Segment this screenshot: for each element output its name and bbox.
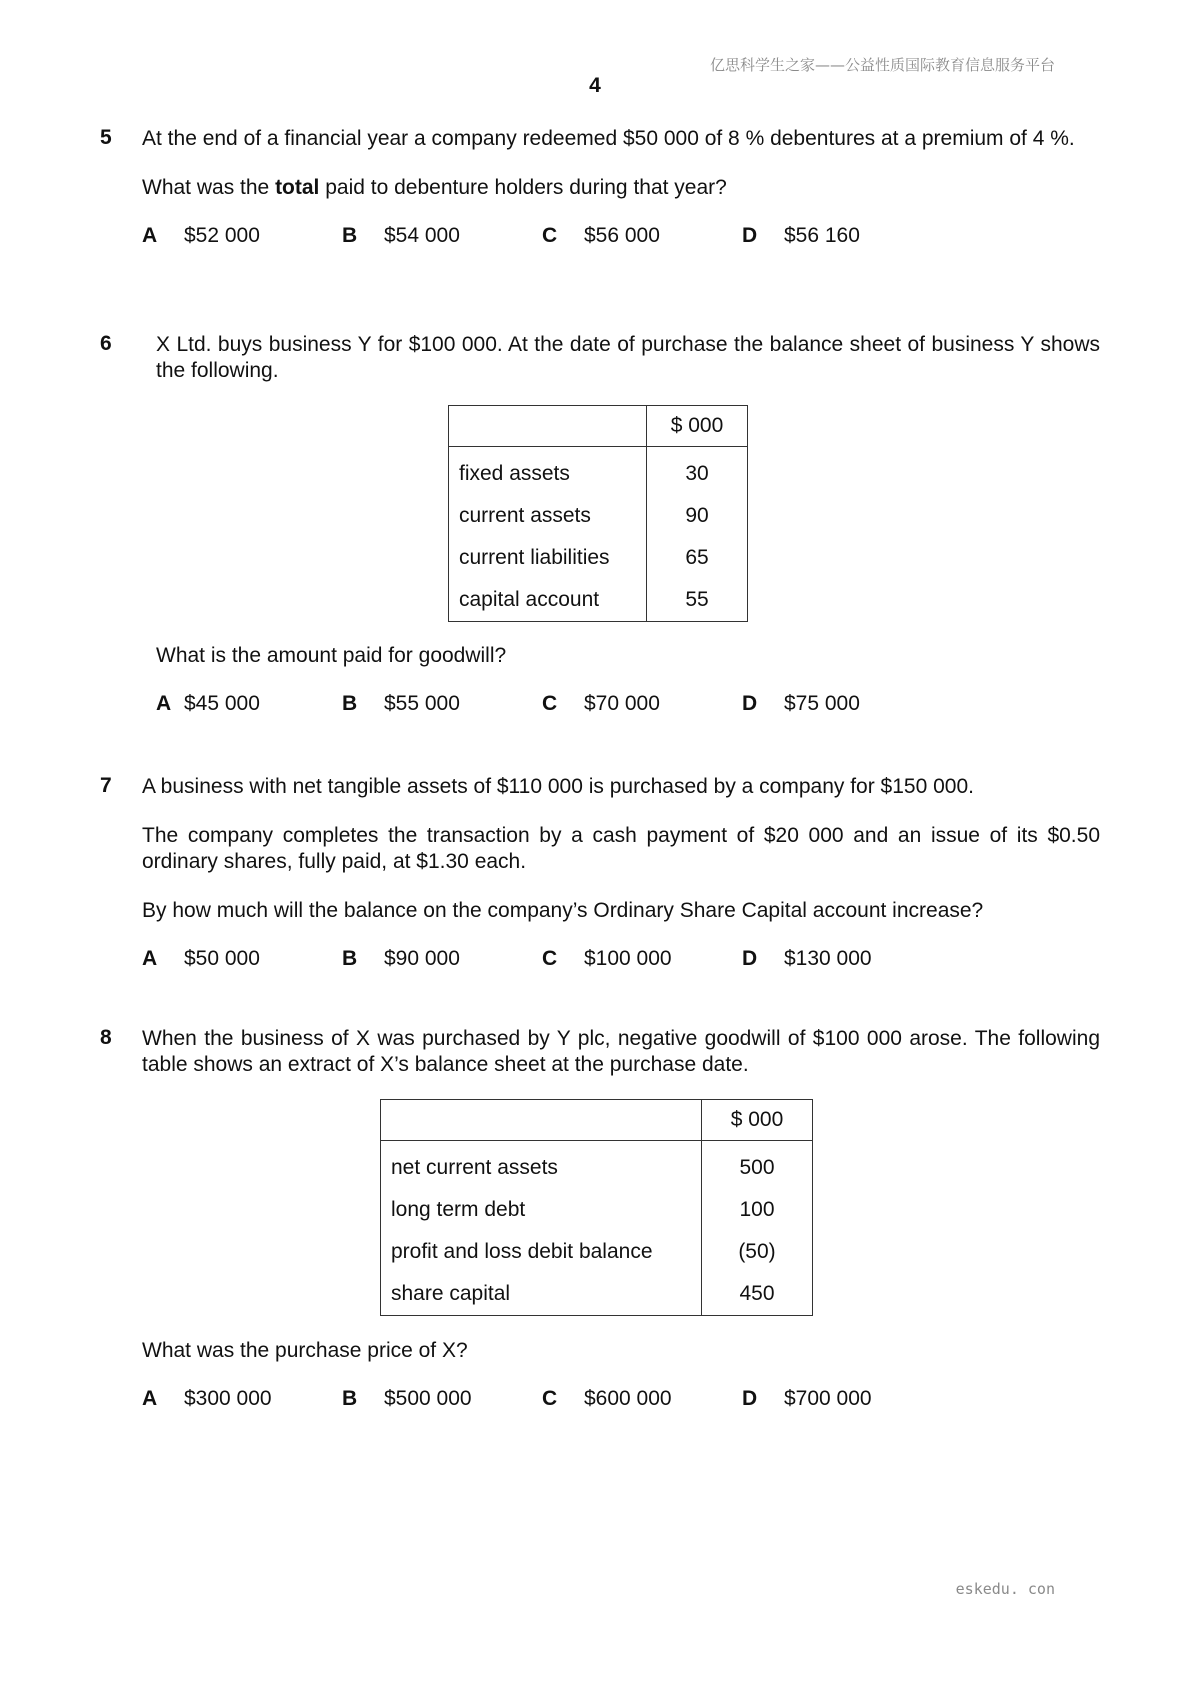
- option-text: $45 000: [184, 692, 260, 715]
- option-letter: C: [542, 947, 558, 970]
- table-header-blank: [381, 1100, 702, 1141]
- question-prompt: By how much will the balance on the company’s Ordinary Share Capital account increase?: [142, 899, 984, 922]
- option-text: $52 000: [184, 224, 260, 247]
- table-row-label: fixed assets: [449, 447, 647, 496]
- option-letter: C: [542, 692, 558, 715]
- table-row-value: 450: [702, 1273, 813, 1316]
- option-text: $56 160: [784, 224, 860, 247]
- table-row: [381, 1189, 813, 1231]
- option-text: $90 000: [384, 947, 460, 970]
- answer-options: [142, 224, 1100, 252]
- question-body: [142, 1338, 1100, 1415]
- table-row-label: current liabilities: [449, 537, 647, 579]
- option-b[interactable]: [342, 947, 460, 971]
- option-letter: C: [542, 1387, 558, 1410]
- table-row-value: 100: [702, 1189, 813, 1231]
- option-letter: A: [142, 1387, 158, 1410]
- question-number: 6: [100, 332, 112, 355]
- option-text: $70 000: [584, 692, 660, 715]
- option-letter: B: [342, 947, 358, 970]
- option-text: $56 000: [584, 224, 660, 247]
- option-text: $600 000: [584, 1387, 672, 1410]
- option-b[interactable]: [342, 692, 460, 716]
- option-letter: C: [542, 224, 558, 247]
- table-row: [449, 447, 748, 496]
- option-letter: B: [342, 1387, 358, 1410]
- option-letter: D: [742, 224, 758, 247]
- option-text: $50 000: [184, 947, 260, 970]
- question-stem: A business with net tangible assets of $110 000 is purchased by a company for $150 000.: [142, 775, 974, 798]
- option-a[interactable]: [156, 692, 260, 716]
- question-body: [142, 126, 1100, 252]
- question-body: [142, 774, 1100, 975]
- table-row-label: profit and loss debit balance: [381, 1231, 702, 1273]
- question-stem: When the business of X was purchased by Y plc, negative goodwill of $100 000 arose. The following table shows an extract of X’s balance sheet at the purchase date.: [142, 1027, 1100, 1076]
- option-letter: D: [742, 1387, 758, 1410]
- prompt-text: paid to debenture holders during that year?: [319, 176, 727, 199]
- table-row-value: 55: [647, 579, 748, 622]
- prompt-emphasis: total: [275, 176, 320, 199]
- question-number: 8: [100, 1026, 112, 1049]
- option-text: $75 000: [784, 692, 860, 715]
- table-row-label: net current assets: [381, 1141, 702, 1190]
- table-row: [449, 537, 748, 579]
- question-number: 7: [100, 774, 112, 797]
- option-c[interactable]: [542, 224, 660, 248]
- table-row-label: share capital: [381, 1273, 702, 1316]
- table-row: [449, 579, 748, 622]
- option-letter: A: [142, 947, 158, 970]
- option-letter: A: [156, 692, 172, 715]
- table-header-unit: $ 000: [647, 406, 748, 447]
- answer-options: [156, 692, 1100, 720]
- table-row: [381, 1273, 813, 1316]
- table-row-label: capital account: [449, 579, 647, 622]
- option-c[interactable]: [542, 947, 672, 971]
- question-prompt: [142, 175, 1100, 201]
- option-b[interactable]: [342, 1387, 472, 1411]
- option-d[interactable]: [742, 224, 860, 248]
- option-text: $55 000: [384, 692, 460, 715]
- question-prompt: What is the amount paid for goodwill?: [156, 644, 507, 667]
- header-watermark: 亿思科学生之家——公益性质国际教育信息服务平台: [709, 56, 1055, 74]
- answer-options: [142, 947, 1100, 975]
- question-stem-detail: The company completes the transaction by a cash payment of $20 000 and an issue of its $0.50 ordinary shares, fully paid, at $1.30 each.: [142, 824, 1100, 873]
- balance-sheet-table-x: [380, 1099, 813, 1316]
- option-d[interactable]: [742, 1387, 872, 1411]
- page-number: 4: [589, 74, 601, 97]
- option-letter: B: [342, 224, 358, 247]
- option-c[interactable]: [542, 692, 660, 716]
- option-text: $130 000: [784, 947, 872, 970]
- table-row-value: 500: [702, 1141, 813, 1190]
- option-a[interactable]: [142, 224, 260, 248]
- option-letter: A: [142, 224, 158, 247]
- table-row-value: 30: [647, 447, 748, 496]
- table-header-blank: [449, 406, 647, 447]
- question-stem: At the end of a financial year a company redeemed $50 000 of 8 % debentures at a premium of 4 %.: [142, 127, 1075, 150]
- option-b[interactable]: [342, 224, 460, 248]
- table-header-unit: $ 000: [702, 1100, 813, 1141]
- option-a[interactable]: [142, 1387, 272, 1411]
- option-a[interactable]: [142, 947, 260, 971]
- table-row-value: (50): [702, 1231, 813, 1273]
- option-letter: D: [742, 692, 758, 715]
- question-body: [156, 332, 1100, 407]
- table-row-value: 90: [647, 495, 748, 537]
- option-d[interactable]: [742, 947, 872, 971]
- table-row: [381, 1141, 813, 1190]
- answer-options: [142, 1387, 1100, 1415]
- option-text: $500 000: [384, 1387, 472, 1410]
- option-text: $54 000: [384, 224, 460, 247]
- question-body: [142, 1026, 1100, 1101]
- question-prompt: What was the purchase price of X?: [142, 1339, 468, 1362]
- table-row-label: current assets: [449, 495, 647, 537]
- option-text: $300 000: [184, 1387, 272, 1410]
- option-text: $700 000: [784, 1387, 872, 1410]
- balance-sheet-table-y: [448, 405, 748, 622]
- table-row: [381, 1231, 813, 1273]
- question-body: [156, 643, 1100, 720]
- option-c[interactable]: [542, 1387, 672, 1411]
- option-text: $100 000: [584, 947, 672, 970]
- question-number: 5: [100, 126, 112, 149]
- option-d[interactable]: [742, 692, 860, 716]
- question-stem: X Ltd. buys business Y for $100 000. At the date of purchase the balance sheet of business Y shows the following.: [156, 333, 1100, 382]
- table-row-value: 65: [647, 537, 748, 579]
- table-row-label: long term debt: [381, 1189, 702, 1231]
- option-letter: D: [742, 947, 758, 970]
- footer-watermark: eskedu. con: [955, 1580, 1055, 1598]
- option-letter: B: [342, 692, 358, 715]
- table-row: [449, 495, 748, 537]
- prompt-text: What was the: [142, 176, 276, 199]
